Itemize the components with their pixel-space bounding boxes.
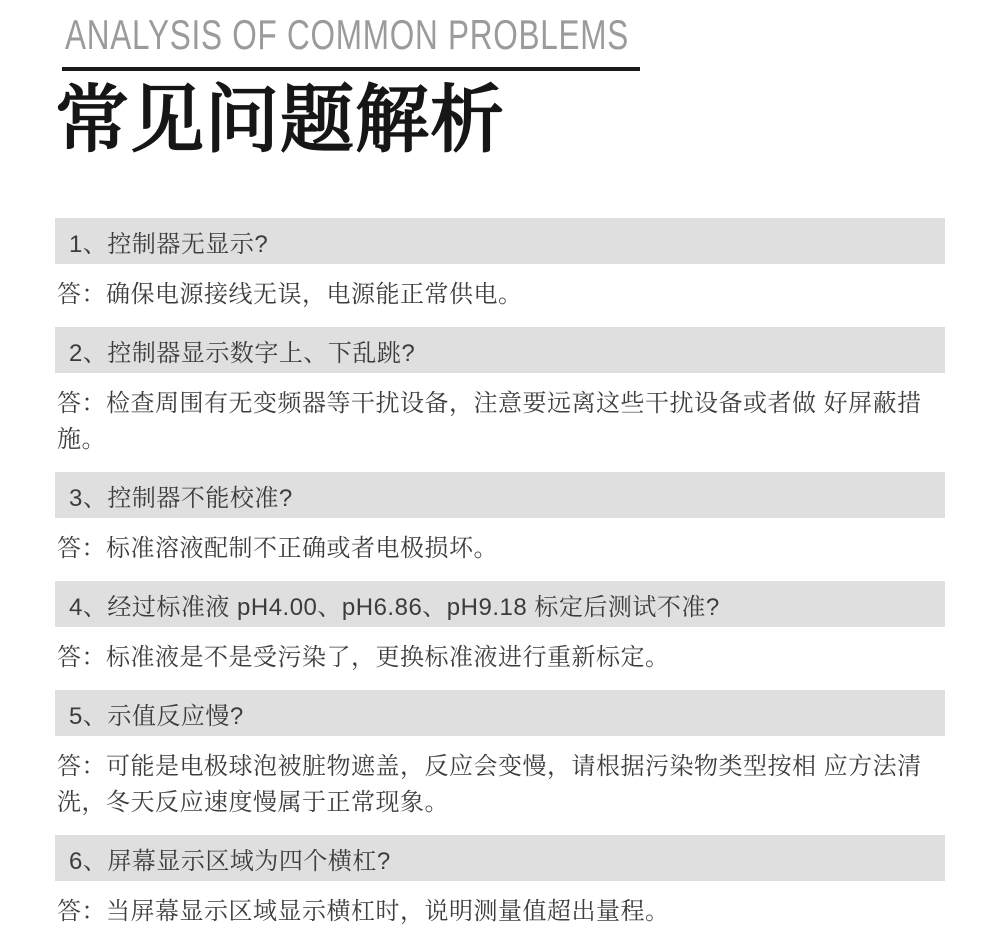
- faq-question: 4、经过标准液 pH4.00、pH6.86、pH9.18 标定后测试不准?: [69, 593, 720, 621]
- faq-item: [55, 218, 1000, 313]
- faq-item: [55, 690, 1000, 821]
- faq-question: 3、控制器不能校准?: [69, 484, 293, 512]
- faq-item: [55, 835, 1000, 930]
- faq-answer: 答：可能是电极球泡被脏物遮盖，反应会变慢，请根据污染物类型按相 应方法清洗，冬天反应速度慢属于正常现象。: [57, 753, 922, 816]
- faq-answer: 答：标准溶液配制不正确或者电极损坏。: [57, 535, 498, 562]
- faq-question-bar: [55, 690, 945, 736]
- header-divider: [62, 67, 640, 71]
- faq-answer: 答：确保电源接线无误，电源能正常供电。: [57, 281, 523, 308]
- faq-question-bar: [55, 835, 945, 881]
- faq-question: 5、示值反应慢?: [69, 702, 244, 730]
- faq-answer: 答：标准液是不是受污染了，更换标准液进行重新标定。: [57, 644, 670, 671]
- english-subtitle: ANALYSIS OF COMMON PROBLEMS: [65, 11, 630, 58]
- faq-question-bar: [55, 327, 945, 373]
- page-title: 常见问题解析: [55, 78, 505, 161]
- faq-question-bar: [55, 472, 945, 518]
- faq-item: [55, 327, 1000, 458]
- page-header: [55, 12, 1000, 159]
- faq-question: 6、屏幕显示区域为四个横杠?: [69, 847, 391, 875]
- faq-item: [55, 581, 1000, 676]
- faq-question: 2、控制器显示数字上、下乱跳?: [69, 339, 416, 367]
- faq-question-bar: [55, 218, 945, 264]
- faq-question-bar: [55, 581, 945, 627]
- faq-question: 1、控制器无显示?: [69, 230, 269, 258]
- faq-answer: 答：当屏幕显示区域显示横杠时，说明测量值超出量程。: [57, 898, 670, 925]
- faq-answer: 答：检查周围有无变频器等干扰设备，注意要远离这些干扰设备或者做 好屏蔽措施。: [57, 390, 922, 453]
- faq-item: [55, 472, 1000, 567]
- faq-list: [55, 218, 1000, 930]
